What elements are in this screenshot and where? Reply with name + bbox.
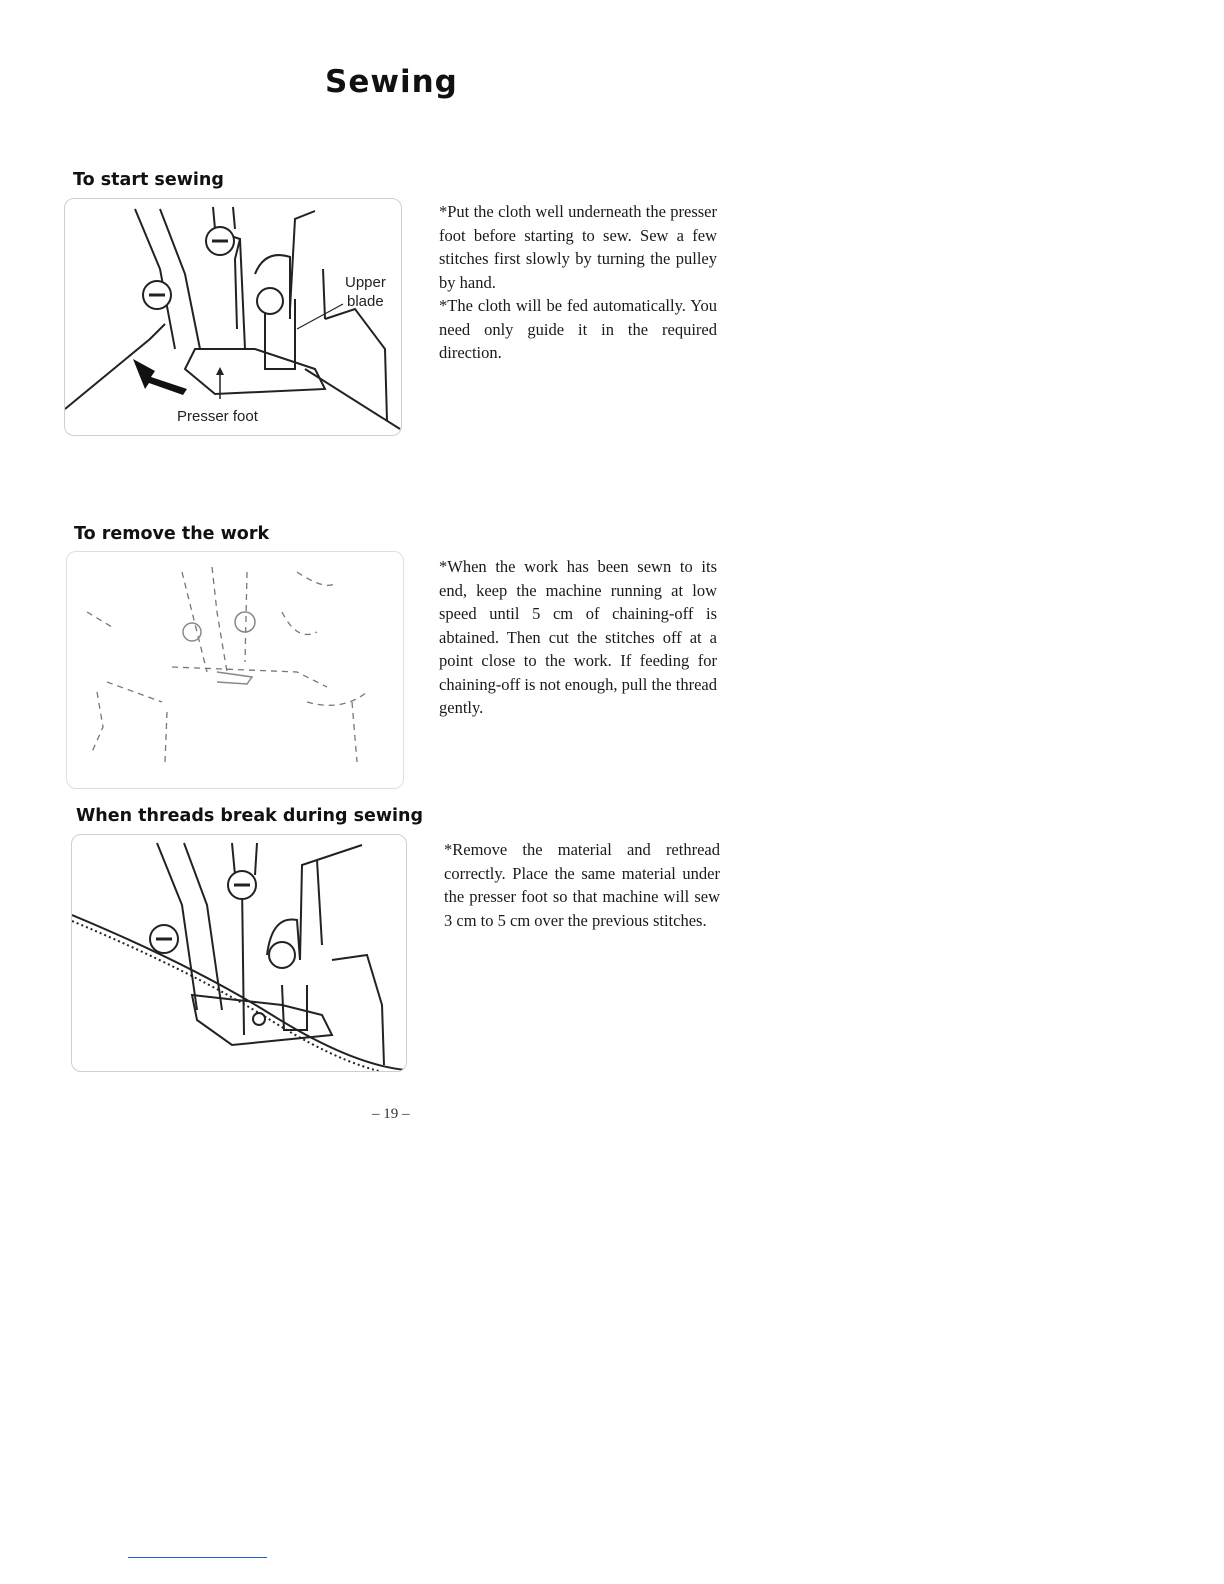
paragraph: *Remove the material and rethread correctly. Place the same material under the presser foot so that machine will sew 3 cm to 5 cm over the previous stitches. bbox=[444, 840, 720, 930]
threads-break-illustration bbox=[71, 834, 407, 1072]
footer-rule bbox=[128, 1557, 267, 1558]
remove-work-illustration bbox=[66, 551, 404, 789]
overlock-machine-drawing bbox=[65, 199, 401, 435]
faded-machine-drawing bbox=[67, 552, 403, 788]
paragraph: *When the work has been sewn to its end, keep the machine running at low speed until 5 cm of chaining-off is abtained. Then cut the stitches off at a point close to the work. If feeding for chaining-off is not enough, pull the thread gently. bbox=[439, 557, 717, 717]
label-upper-blade-line1: Upper bbox=[345, 274, 386, 291]
section-heading-start-sewing: To start sewing bbox=[73, 170, 224, 190]
paragraph: *The cloth will be fed automatically. You need only guide it in the required direction. bbox=[439, 296, 717, 362]
threads-break-text bbox=[444, 838, 720, 932]
label-upper-blade-line2: blade bbox=[347, 293, 384, 310]
paragraph: *Put the cloth well underneath the presser foot before starting to sew. Sew a few stitches first slowly by turning the pulley by hand. bbox=[439, 202, 717, 292]
start-sewing-text bbox=[439, 200, 717, 365]
label-presser-foot: Presser foot bbox=[177, 408, 258, 425]
remove-work-text bbox=[439, 555, 717, 720]
page-number: – 19 – bbox=[372, 1106, 410, 1122]
presser-foot-drawing bbox=[72, 835, 406, 1071]
section-heading-threads-break: When threads break during sewing bbox=[76, 806, 424, 826]
feed-arrow-icon bbox=[133, 359, 187, 395]
section-heading-remove-work: To remove the work bbox=[74, 524, 270, 544]
page-title: Sewing bbox=[325, 64, 458, 100]
start-sewing-illustration bbox=[64, 198, 402, 436]
